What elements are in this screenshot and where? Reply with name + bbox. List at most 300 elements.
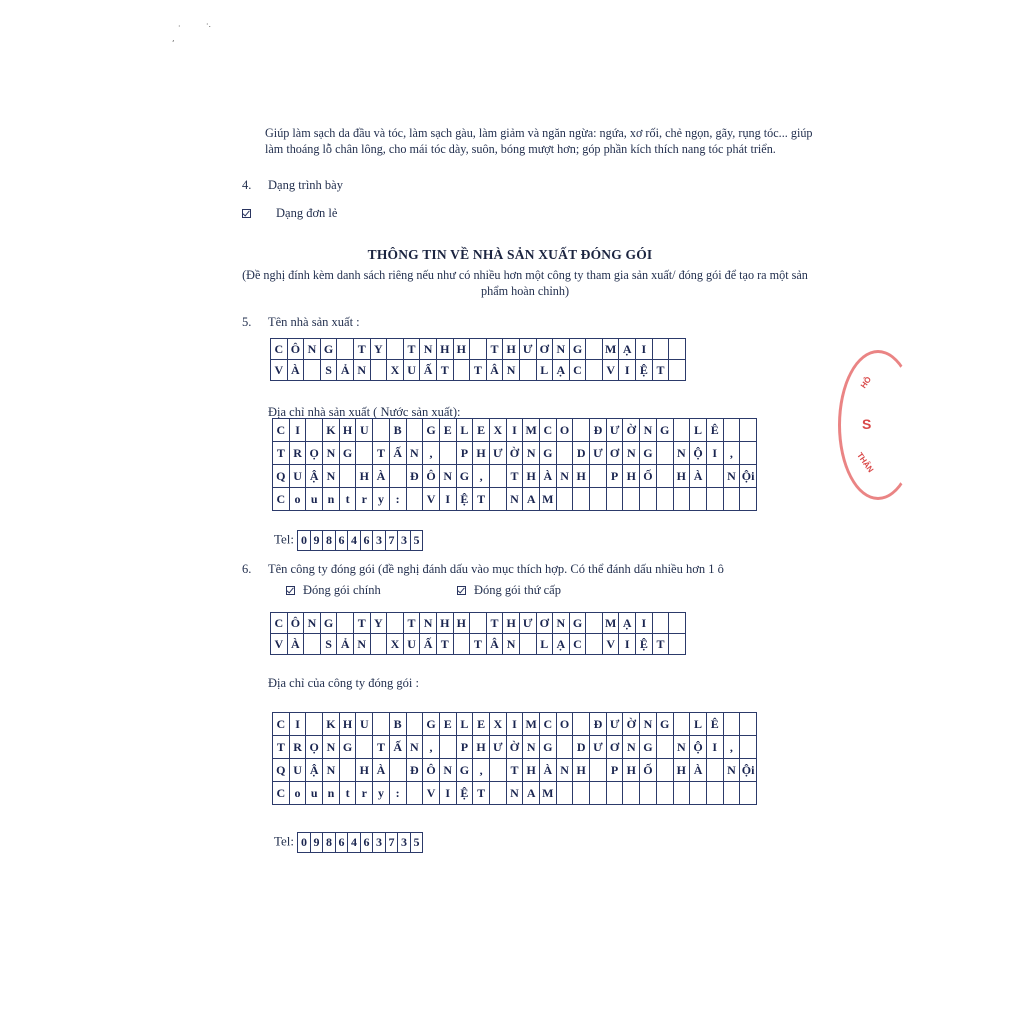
- grid-cell: N: [323, 442, 340, 465]
- secondary-packaging-label: Đóng gói thứ cấp: [474, 583, 561, 597]
- grid-cell: X: [387, 634, 404, 655]
- packager-tel: [274, 832, 423, 853]
- checkbox-checked-icon: [242, 209, 251, 218]
- grid-cell: [453, 634, 470, 655]
- section-5-number: 5.: [242, 315, 252, 329]
- grid-cell: [356, 736, 373, 759]
- grid-cell: N: [406, 736, 423, 759]
- company-stamp: [838, 350, 918, 500]
- grid-cell: N: [353, 360, 370, 381]
- section-6-number: 6.: [242, 562, 252, 576]
- grid-cell: K: [323, 419, 340, 442]
- tel-digit: 8: [323, 833, 336, 853]
- grid-cell: [586, 613, 603, 634]
- grid-cell: C: [273, 419, 290, 442]
- grid-cell: t: [339, 782, 356, 805]
- grid-cell: L: [456, 419, 473, 442]
- grid-cell: N: [304, 339, 321, 360]
- grid-cell: N: [353, 634, 370, 655]
- grid-cell: N: [640, 713, 657, 736]
- grid-cell: M: [602, 339, 619, 360]
- grid-cell: Â: [486, 360, 503, 381]
- checkbox-primary-packaging[interactable]: [286, 583, 381, 598]
- manufacturer-address-grid: [272, 418, 757, 511]
- checkbox-single-option[interactable]: [242, 206, 259, 221]
- grid-cell: M: [540, 488, 557, 511]
- grid-cell: Ờ: [623, 419, 640, 442]
- grid-cell: U: [289, 465, 306, 488]
- tel-digit: 6: [335, 833, 348, 853]
- grid-cell: H: [503, 339, 520, 360]
- grid-cell: [306, 419, 323, 442]
- grid-cell: H: [503, 613, 520, 634]
- grid-cell: [590, 465, 607, 488]
- grid-cell: [669, 613, 686, 634]
- grid-cell: G: [423, 713, 440, 736]
- grid-cell: T: [373, 442, 390, 465]
- grid-cell: Ơ: [606, 736, 623, 759]
- grid-cell: Ạ: [553, 634, 570, 655]
- tel-digit: 3: [398, 833, 411, 853]
- grid-cell: M: [523, 419, 540, 442]
- grid-cell: [656, 759, 673, 782]
- grid-cell: T: [473, 782, 490, 805]
- grid-cell: Ờ: [506, 736, 523, 759]
- grid-cell: n: [323, 488, 340, 511]
- checkbox-secondary-packaging[interactable]: [457, 583, 561, 598]
- grid-cell: K: [323, 713, 340, 736]
- grid-cell: [370, 634, 387, 655]
- grid-cell: H: [436, 613, 453, 634]
- grid-cell: [519, 360, 536, 381]
- grid-cell: Ấ: [389, 442, 406, 465]
- grid-cell: P: [456, 736, 473, 759]
- grid-cell: [673, 782, 690, 805]
- tel-digit: 3: [398, 531, 411, 551]
- grid-cell: [556, 442, 573, 465]
- grid-cell: [306, 713, 323, 736]
- grid-cell: A: [523, 488, 540, 511]
- grid-cell: X: [489, 713, 506, 736]
- grid-cell: G: [656, 713, 673, 736]
- grid-row: [273, 442, 757, 465]
- grid-cell: H: [623, 465, 640, 488]
- grid-cell: [439, 442, 456, 465]
- grid-cell: Ơ: [536, 339, 553, 360]
- grid-cell: [669, 634, 686, 655]
- grid-cell: [556, 488, 573, 511]
- grid-cell: Ư: [489, 442, 506, 465]
- grid-cell: N: [506, 782, 523, 805]
- grid-row: [273, 419, 757, 442]
- grid-cell: S: [320, 634, 337, 655]
- grid-cell: :: [389, 488, 406, 511]
- grid-cell: Q: [273, 759, 290, 782]
- grid-cell: [406, 419, 423, 442]
- tel-digit: 5: [410, 833, 423, 853]
- grid-cell: [556, 736, 573, 759]
- grid-cell: Ậ: [306, 465, 323, 488]
- grid-cell: T: [506, 465, 523, 488]
- grid-row: [273, 465, 757, 488]
- scan-speck: ·: [178, 22, 181, 31]
- grid-cell: I: [636, 613, 653, 634]
- grid-cell: [669, 360, 686, 381]
- grid-cell: [706, 759, 723, 782]
- grid-cell: H: [473, 736, 490, 759]
- grid-cell: H: [523, 465, 540, 488]
- grid-cell: t: [339, 488, 356, 511]
- packager-label: Tên công ty đóng gói (đề nghị đánh dấu vào mục thích hợp. Có thể đánh dấu nhiều hơn 1 ô: [268, 562, 724, 576]
- grid-cell: ,: [423, 736, 440, 759]
- section-heading: THÔNG TIN VỀ NHÀ SẢN XUẤT ĐÓNG GÓI: [367, 247, 653, 262]
- grid-cell: Ơ: [536, 613, 553, 634]
- grid-cell: [489, 759, 506, 782]
- grid-cell: [723, 713, 740, 736]
- grid-cell: Y: [370, 339, 387, 360]
- grid-cell: U: [356, 713, 373, 736]
- grid-cell: [656, 465, 673, 488]
- grid-cell: Ờ: [506, 442, 523, 465]
- tel-digit: 3: [373, 833, 386, 853]
- grid-cell: V: [602, 360, 619, 381]
- grid-cell: P: [456, 442, 473, 465]
- grid-cell: [590, 759, 607, 782]
- grid-cell: H: [523, 759, 540, 782]
- grid-cell: H: [339, 713, 356, 736]
- grid-cell: N: [553, 339, 570, 360]
- grid-cell: T: [473, 488, 490, 511]
- grid-cell: G: [320, 339, 337, 360]
- grid-cell: Ờ: [623, 713, 640, 736]
- grid-cell: A: [523, 782, 540, 805]
- tel-digit: 9: [310, 531, 323, 551]
- tel-digit: 7: [385, 833, 398, 853]
- grid-cell: O: [556, 713, 573, 736]
- packager-address-label: Địa chỉ của công ty đóng gói :: [268, 676, 420, 690]
- grid-cell: [740, 442, 757, 465]
- grid-row: [273, 488, 757, 511]
- grid-cell: H: [356, 465, 373, 488]
- grid-cell: L: [690, 419, 707, 442]
- grid-cell: [656, 488, 673, 511]
- grid-cell: Ệ: [636, 360, 653, 381]
- grid-cell: À: [540, 465, 557, 488]
- grid-cell: I: [506, 713, 523, 736]
- grid-cell: I: [636, 339, 653, 360]
- grid-cell: N: [304, 613, 321, 634]
- grid-cell: [304, 360, 321, 381]
- grid-cell: [373, 713, 390, 736]
- grid-cell: P: [606, 759, 623, 782]
- grid-cell: ,: [473, 759, 490, 782]
- grid-cell: Đ: [590, 419, 607, 442]
- grid-cell: Ố: [640, 759, 657, 782]
- grid-cell: T: [470, 634, 487, 655]
- grid-cell: [586, 634, 603, 655]
- section-4-label: Dạng trình bày: [268, 178, 343, 192]
- grid-cell: [406, 713, 423, 736]
- grid-cell: M: [523, 713, 540, 736]
- grid-cell: [586, 360, 603, 381]
- grid-cell: [519, 634, 536, 655]
- tel-label: Tel:: [274, 531, 295, 547]
- grid-cell: G: [569, 613, 586, 634]
- grid-cell: n: [323, 782, 340, 805]
- primary-packaging-label: Đóng gói chính: [303, 583, 381, 597]
- grid-cell: N: [439, 759, 456, 782]
- grid-cell: N: [723, 759, 740, 782]
- grid-cell: y: [373, 782, 390, 805]
- grid-cell: Ư: [590, 442, 607, 465]
- grid-cell: G: [423, 419, 440, 442]
- grid-cell: u: [306, 782, 323, 805]
- manufacturer-name-grid: [270, 338, 686, 381]
- grid-cell: Đ: [590, 713, 607, 736]
- grid-cell: C: [569, 634, 586, 655]
- grid-cell: H: [573, 759, 590, 782]
- grid-cell: T: [486, 613, 503, 634]
- grid-cell: C: [273, 713, 290, 736]
- tel-digit: 0: [298, 531, 311, 551]
- grid-cell: Ệ: [456, 782, 473, 805]
- grid-cell: Q: [273, 465, 290, 488]
- grid-cell: À: [373, 759, 390, 782]
- grid-cell: [669, 339, 686, 360]
- grid-cell: [706, 782, 723, 805]
- grid-cell: C: [273, 782, 290, 805]
- grid-cell: [706, 465, 723, 488]
- grid-cell: N: [503, 360, 520, 381]
- grid-cell: H: [573, 465, 590, 488]
- grid-cell: R: [289, 736, 306, 759]
- grid-cell: T: [652, 634, 669, 655]
- grid-cell: [652, 339, 669, 360]
- grid-cell: V: [602, 634, 619, 655]
- grid-cell: [489, 782, 506, 805]
- grid-cell: N: [673, 736, 690, 759]
- grid-cell: [740, 713, 757, 736]
- grid-row: [273, 782, 757, 805]
- grid-cell: [453, 360, 470, 381]
- grid-cell: Ố: [640, 465, 657, 488]
- grid-cell: L: [690, 713, 707, 736]
- grid-cell: X: [489, 419, 506, 442]
- grid-cell: G: [456, 465, 473, 488]
- tel-digit: 4: [348, 531, 361, 551]
- grid-cell: L: [456, 713, 473, 736]
- grid-cell: [406, 488, 423, 511]
- packager-address-grid: [272, 712, 757, 805]
- grid-cell: C: [273, 488, 290, 511]
- grid-cell: [673, 488, 690, 511]
- grid-cell: G: [540, 442, 557, 465]
- grid-cell: [606, 488, 623, 511]
- grid-row: [273, 759, 757, 782]
- grid-cell: H: [453, 339, 470, 360]
- grid-cell: H: [436, 339, 453, 360]
- grid-cell: U: [403, 360, 420, 381]
- grid-cell: H: [623, 759, 640, 782]
- grid-cell: N: [406, 442, 423, 465]
- grid-cell: À: [287, 634, 304, 655]
- section-4-number: 4.: [242, 178, 252, 192]
- stamp-bottom-text: THÂN: [855, 450, 876, 475]
- grid-row: [271, 613, 686, 634]
- tel-digit: 6: [335, 531, 348, 551]
- grid-cell: Ả: [337, 634, 354, 655]
- manufacturer-address-label: Địa chỉ nhà sản xuất ( Nước sản xuất):: [268, 405, 461, 419]
- grid-cell: P: [606, 465, 623, 488]
- grid-cell: À: [373, 465, 390, 488]
- packager-name-grid: [270, 612, 686, 655]
- grid-cell: À: [690, 465, 707, 488]
- grid-cell: [573, 713, 590, 736]
- tel-digit: 6: [360, 531, 373, 551]
- grid-cell: [623, 782, 640, 805]
- grid-cell: G: [656, 419, 673, 442]
- grid-cell: G: [540, 736, 557, 759]
- grid-cell: G: [339, 736, 356, 759]
- grid-cell: Ư: [519, 613, 536, 634]
- grid-cell: N: [640, 419, 657, 442]
- grid-cell: N: [556, 465, 573, 488]
- grid-cell: U: [356, 419, 373, 442]
- grid-cell: Ô: [423, 465, 440, 488]
- grid-cell: Ọ: [306, 736, 323, 759]
- grid-cell: Ư: [519, 339, 536, 360]
- scan-speck: ·.: [206, 20, 212, 29]
- grid-cell: [304, 634, 321, 655]
- grid-cell: T: [506, 759, 523, 782]
- grid-cell: T: [403, 339, 420, 360]
- grid-cell: N: [673, 442, 690, 465]
- tel-digit: 8: [323, 531, 336, 551]
- grid-cell: ,: [473, 465, 490, 488]
- grid-cell: N: [723, 465, 740, 488]
- grid-cell: M: [602, 613, 619, 634]
- grid-cell: [723, 419, 740, 442]
- grid-cell: V: [271, 634, 288, 655]
- grid-cell: G: [569, 339, 586, 360]
- grid-cell: o: [289, 782, 306, 805]
- grid-row: [273, 713, 757, 736]
- grid-cell: B: [389, 419, 406, 442]
- grid-cell: N: [623, 442, 640, 465]
- grid-row: [271, 634, 686, 655]
- grid-cell: [489, 488, 506, 511]
- grid-cell: y: [373, 488, 390, 511]
- grid-row: [271, 339, 686, 360]
- grid-cell: Ấ: [420, 634, 437, 655]
- grid-cell: [740, 782, 757, 805]
- grid-cell: C: [540, 713, 557, 736]
- grid-cell: [652, 613, 669, 634]
- grid-cell: Ệ: [636, 634, 653, 655]
- grid-cell: [573, 488, 590, 511]
- grid-cell: I: [619, 360, 636, 381]
- grid-cell: I: [706, 442, 723, 465]
- tel-digit: 3: [373, 531, 386, 551]
- grid-cell: V: [423, 782, 440, 805]
- grid-cell: N: [556, 759, 573, 782]
- grid-cell: T: [436, 360, 453, 381]
- grid-cell: Ô: [423, 759, 440, 782]
- intro-paragraph: Giúp làm sạch da đầu và tóc, làm sạch gàu, làm giảm và ngăn ngừa: ngứa, xơ rối, chẻ ngọn, gãy, rụng tóc... giúp làm thoáng lỗ chân lông, cho mái tóc dày, suôn, bóng mượt hơn; góp phần kích thích nang tóc phát triển.: [265, 126, 813, 156]
- tel-digit-grid: [297, 530, 423, 551]
- grid-cell: H: [339, 419, 356, 442]
- grid-cell: Ư: [606, 419, 623, 442]
- grid-cell: H: [453, 613, 470, 634]
- grid-cell: E: [439, 713, 456, 736]
- grid-cell: C: [271, 339, 288, 360]
- grid-cell: [590, 782, 607, 805]
- stamp-top-text: HÔ: [858, 375, 874, 390]
- grid-cell: Â: [486, 634, 503, 655]
- grid-cell: I: [706, 736, 723, 759]
- grid-cell: D: [573, 442, 590, 465]
- grid-cell: N: [323, 736, 340, 759]
- grid-cell: [623, 488, 640, 511]
- grid-row: [271, 360, 686, 381]
- grid-cell: I: [289, 419, 306, 442]
- grid-cell: [389, 465, 406, 488]
- stamp-letter: S: [862, 416, 872, 432]
- grid-cell: Đ: [406, 759, 423, 782]
- grid-cell: C: [569, 360, 586, 381]
- grid-cell: [586, 339, 603, 360]
- grid-cell: Ậ: [306, 759, 323, 782]
- grid-cell: [690, 488, 707, 511]
- grid-cell: Ộ: [690, 442, 707, 465]
- grid-cell: Ạ: [619, 339, 636, 360]
- grid-cell: M: [540, 782, 557, 805]
- tel-digit-grid: [297, 832, 423, 853]
- grid-cell: Ô: [287, 613, 304, 634]
- grid-cell: R: [289, 442, 306, 465]
- grid-cell: G: [320, 613, 337, 634]
- section-subheading: (Đề nghị đính kèm danh sách riêng nếu như có nhiều hơn một công ty tham gia sản xuất/ đóng gói để tạo ra một sản phẩm hoàn chỉnh): [242, 268, 808, 298]
- grid-cell: ,: [423, 442, 440, 465]
- grid-cell: [387, 613, 404, 634]
- grid-cell: Ội: [740, 465, 757, 488]
- grid-cell: G: [640, 736, 657, 759]
- grid-cell: o: [289, 488, 306, 511]
- grid-cell: B: [389, 713, 406, 736]
- grid-cell: Ội: [740, 759, 757, 782]
- grid-cell: D: [573, 736, 590, 759]
- grid-cell: [339, 465, 356, 488]
- checkbox-checked-icon: [457, 586, 466, 595]
- grid-cell: [573, 419, 590, 442]
- grid-cell: [656, 736, 673, 759]
- grid-cell: V: [423, 488, 440, 511]
- grid-cell: Ệ: [456, 488, 473, 511]
- grid-cell: N: [503, 634, 520, 655]
- grid-cell: Ả: [337, 360, 354, 381]
- grid-cell: T: [353, 339, 370, 360]
- grid-cell: Ư: [489, 736, 506, 759]
- grid-cell: [690, 782, 707, 805]
- grid-cell: Y: [370, 613, 387, 634]
- grid-cell: [339, 759, 356, 782]
- grid-cell: [573, 782, 590, 805]
- grid-cell: N: [439, 465, 456, 488]
- grid-cell: :: [389, 782, 406, 805]
- grid-cell: [373, 419, 390, 442]
- grid-cell: Ơ: [606, 442, 623, 465]
- tel-digit: 5: [410, 531, 423, 551]
